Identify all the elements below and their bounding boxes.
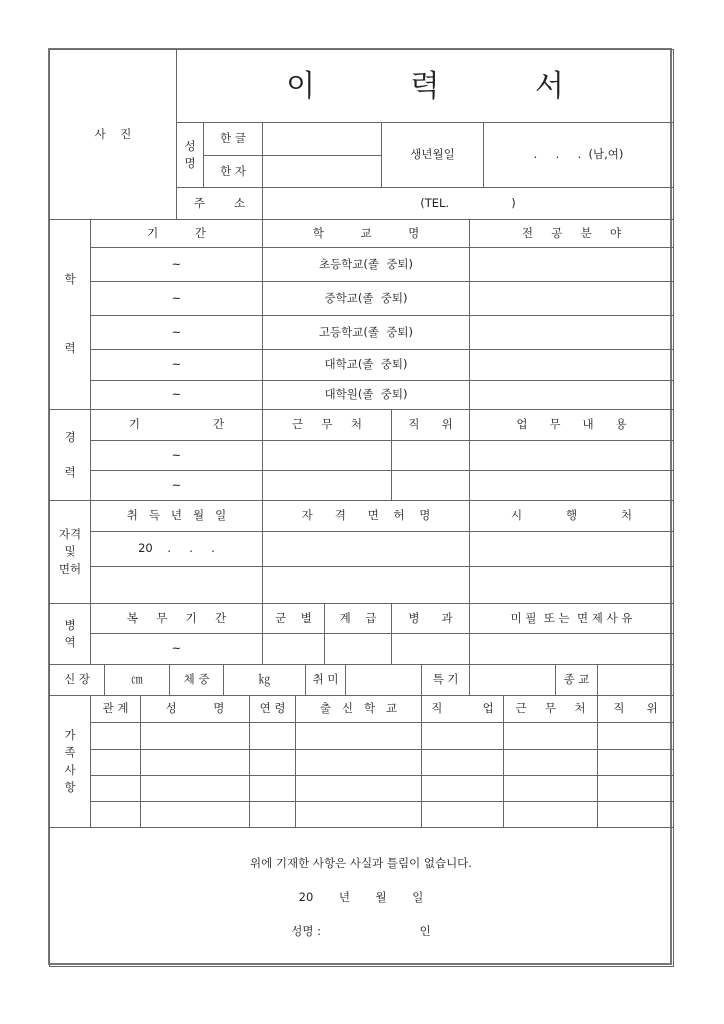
family-field[interactable]: [295, 801, 422, 828]
height-field[interactable]: ㎝: [104, 664, 170, 696]
birth-field[interactable]: . . . (남,여): [483, 122, 674, 188]
name-label: 성 명: [176, 122, 204, 188]
military-header: 병 과: [391, 603, 470, 634]
career-field[interactable]: [391, 440, 470, 471]
license-header: 자 격 면 허 명: [262, 500, 470, 532]
military-field[interactable]: [391, 633, 470, 665]
family-header: 직 업: [421, 695, 504, 723]
weight-label: 체 중: [169, 664, 224, 696]
military-label: 병 역: [49, 603, 91, 665]
military-header: 미 필 또 는 면 제 사 유: [469, 603, 674, 634]
military-field[interactable]: [324, 633, 392, 665]
family-field[interactable]: [140, 801, 250, 828]
career-label: 경 력: [49, 409, 91, 501]
statement-text: 위에 기재한 사항은 사실과 틀림이 없습니다.: [250, 856, 472, 870]
family-header: 근 무 처: [503, 695, 598, 723]
education-header: 학 교 명: [262, 219, 470, 248]
address-label: 주 소: [176, 187, 263, 220]
family-header: 연 령: [249, 695, 296, 723]
career-header: 기 간: [90, 409, 263, 441]
family-field[interactable]: [295, 722, 422, 750]
family-header: 직 위: [597, 695, 674, 723]
military-header: 군 별: [262, 603, 325, 634]
education-major-field[interactable]: [469, 380, 674, 410]
family-field[interactable]: [421, 749, 504, 776]
career-field[interactable]: [262, 440, 392, 471]
education-label: 학 력: [49, 219, 91, 410]
education-school-field[interactable]: 중학교(졸 중퇴): [262, 281, 470, 316]
family-field[interactable]: [597, 749, 674, 776]
education-period-field[interactable]: ~: [90, 349, 263, 381]
family-header: 출 신 학 교: [295, 695, 422, 723]
license-field[interactable]: [262, 531, 470, 567]
family-field[interactable]: [503, 722, 598, 750]
family-field[interactable]: [249, 722, 296, 750]
family-field[interactable]: [140, 722, 250, 750]
page-title: 이 력 서: [176, 49, 674, 123]
education-major-field[interactable]: [469, 349, 674, 381]
date-line: 20 년 월 일: [298, 890, 424, 904]
education-major-field[interactable]: [469, 247, 674, 282]
family-header: 성 명: [140, 695, 250, 723]
military-field[interactable]: [262, 633, 325, 665]
weight-field[interactable]: ㎏: [223, 664, 306, 696]
family-field[interactable]: [140, 749, 250, 776]
license-field[interactable]: [469, 531, 674, 567]
career-field[interactable]: [469, 440, 674, 471]
education-period-field[interactable]: ~: [90, 315, 263, 350]
career-header: 업 무 내 용: [469, 409, 674, 441]
family-field[interactable]: [90, 722, 141, 750]
family-field[interactable]: [90, 749, 141, 776]
name-hangul-field[interactable]: [262, 122, 382, 156]
hanja-label: 한 자: [203, 155, 263, 188]
religion-label: 종 교: [555, 664, 598, 696]
family-field[interactable]: [597, 801, 674, 828]
family-header: 관 계: [90, 695, 141, 723]
hangul-label: 한 글: [203, 122, 263, 156]
education-header: 기 간: [90, 219, 263, 248]
education-period-field[interactable]: ~: [90, 380, 263, 410]
religion-field[interactable]: [597, 664, 674, 696]
education-major-field[interactable]: [469, 281, 674, 316]
family-field[interactable]: [249, 749, 296, 776]
license-field[interactable]: [469, 566, 674, 604]
family-field[interactable]: [597, 775, 674, 802]
family-field[interactable]: [503, 775, 598, 802]
address-field[interactable]: (TEL. ): [262, 187, 674, 220]
education-period-field[interactable]: ~: [90, 247, 263, 282]
license-field[interactable]: [90, 566, 263, 604]
education-school-field[interactable]: 고등학교(졸 중퇴): [262, 315, 470, 350]
family-field[interactable]: [295, 749, 422, 776]
family-field[interactable]: [503, 801, 598, 828]
family-field[interactable]: [503, 749, 598, 776]
license-label: 자격 및 면허: [49, 500, 91, 604]
license-header: 시 행 처: [469, 500, 674, 532]
career-field[interactable]: [469, 470, 674, 501]
career-field[interactable]: [391, 470, 470, 501]
skill-label: 특 기: [421, 664, 470, 696]
photo-area[interactable]: 사 진: [49, 49, 177, 220]
career-field[interactable]: ~: [90, 440, 263, 471]
education-school-field[interactable]: 대학교(졸 중퇴): [262, 349, 470, 381]
birth-label: 생년월일: [381, 122, 484, 188]
license-field[interactable]: 20 . . .: [90, 531, 263, 567]
license-field[interactable]: [262, 566, 470, 604]
education-school-field[interactable]: 대학원(졸 중퇴): [262, 380, 470, 410]
family-field[interactable]: [90, 775, 141, 802]
hobby-field[interactable]: [345, 664, 422, 696]
education-header: 전 공 분 야: [469, 219, 674, 248]
family-field[interactable]: [140, 775, 250, 802]
career-header: 직 위: [391, 409, 470, 441]
license-header: 취 득 년 월 일: [90, 500, 263, 532]
family-field[interactable]: [421, 775, 504, 802]
education-period-field[interactable]: ~: [90, 281, 263, 316]
hobby-label: 취 미: [305, 664, 346, 696]
family-field[interactable]: [249, 775, 296, 802]
family-field[interactable]: [295, 775, 422, 802]
family-field[interactable]: [421, 722, 504, 750]
family-field[interactable]: [90, 801, 141, 828]
career-field[interactable]: [262, 470, 392, 501]
family-field[interactable]: [597, 722, 674, 750]
military-field[interactable]: ~: [90, 633, 263, 665]
signature-line: 성명 : 인: [291, 924, 431, 938]
career-field[interactable]: ~: [90, 470, 263, 501]
family-field[interactable]: [421, 801, 504, 828]
skill-field[interactable]: [469, 664, 556, 696]
height-label: 신 장: [49, 664, 105, 696]
military-header: 계 급: [324, 603, 392, 634]
education-school-field[interactable]: 초등학교(졸 중퇴): [262, 247, 470, 282]
family-field[interactable]: [249, 801, 296, 828]
name-hanja-field[interactable]: [262, 155, 382, 188]
education-major-field[interactable]: [469, 315, 674, 350]
career-header: 근 무 처: [262, 409, 392, 441]
military-header: 복 무 기 간: [90, 603, 263, 634]
military-field[interactable]: [469, 633, 674, 665]
family-label: 가 족 사 항: [49, 695, 91, 828]
